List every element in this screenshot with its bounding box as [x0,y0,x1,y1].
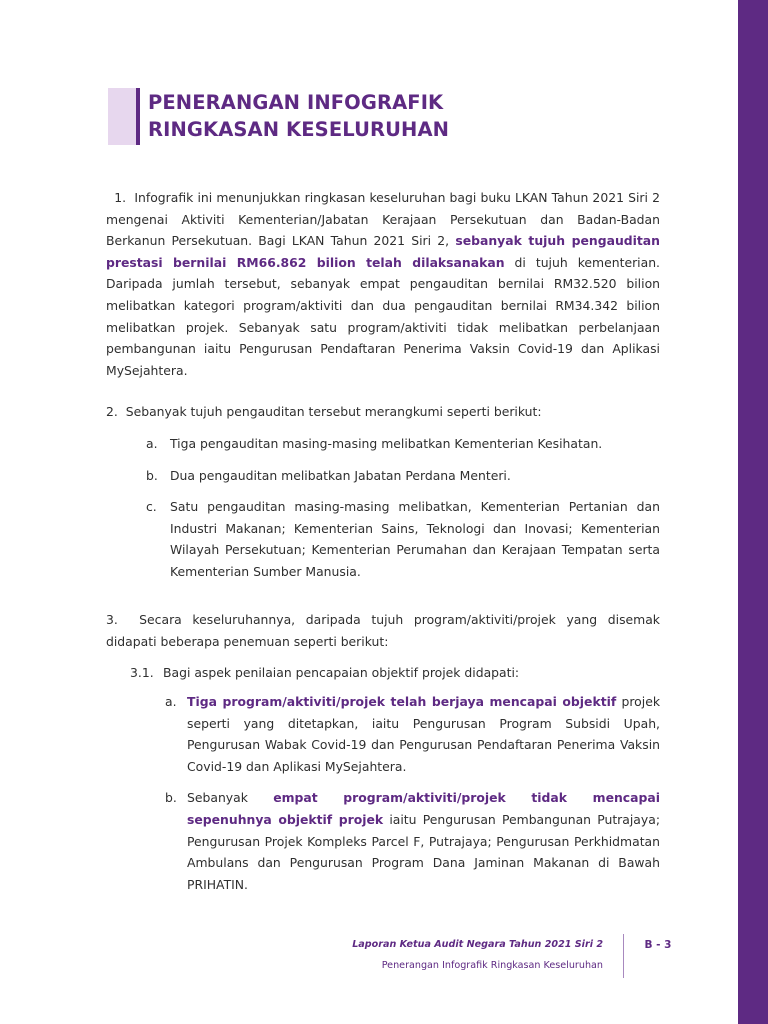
page-title-line-2: RINGKASAN KESELURUHAN [148,118,450,141]
paragraph-1 [106,187,660,381]
subsection-3-1-number: 3.1. [130,665,154,680]
list-item-marker: c. [146,499,157,515]
page-title [148,89,449,143]
paragraph-3 [106,609,660,652]
list-item [146,433,660,455]
list-item [146,496,660,582]
list-item-marker: a. [146,436,158,451]
list-item-text: Tiga pengauditan masing-masing melibatkan Kementerian Kesihatan. [170,436,603,451]
list-item-text: Satu pengauditan masing-masing melibatkan, Kementerian Pertanian dan Industri Makanan; Kementerian Sains, Teknologi dan Inovasi; Kementerian Wilayah Persekutuan; Kementerian Perumahan dan Kerajaan Tempatan serta Kementerian Sumber Manusia. [170,499,660,579]
list-item-text: projek seperti yang ditetapkan, iaitu Pengurusan Program Subsidi Upah, Pengurusan Wabak Covid-19 dan Pengurusan Pendaftaran Penerima Vaksin Covid-19 dan Aplikasi MySejahtera. [187,694,660,774]
list-item-highlight: empat program/aktiviti/projek tidak mencapai sepenuhnya objektif projek [187,790,660,827]
footer-report-title: Laporan Ketua Audit Negara Tahun 2021 Siri 2 [352,939,603,950]
list-item-pre-text: Sebanyak [187,790,248,806]
footer-section-title: Penerangan Infografik Ringkasan Keseluruhan [381,960,603,971]
paragraph-1-highlight: sebanyak tujuh pengauditan prestasi bernilai RM66.862 bilion telah dilaksanakan [106,233,660,270]
subsection-3-1-text: Bagi aspek penilaian pencapaian objektif projek didapati: [163,665,520,680]
title-accent-light-block [108,88,136,145]
side-color-band [738,0,768,1024]
paragraph-1-number: 1. [114,190,127,205]
list-item-marker: b. [146,467,158,483]
list-item [146,465,660,487]
list-item-text: Dua pengauditan melibatkan Jabatan Perdana Menteri. [170,467,511,483]
page-number: B - 3 [644,939,672,951]
paragraph-1-text-b: di tujuh kementerian. Daripada jumlah tersebut, sebanyak empat pengauditan bernilai RM32.520 bilion melibatkan kategori program/aktiviti dan dua pengauditan bernilai RM34.342 bilion melibatkan projek. Sebanyak satu program/aktiviti tidak melibatkan perbelanjaan pembangunan iaitu Pengurusan Pendaftaran Penerima Vaksin Covid-19 dan Aplikasi MySejahtera. [106,254,660,378]
list-item-marker: a. [165,694,177,709]
paragraph-3-number: 3. [106,612,118,627]
footer-divider [623,934,624,978]
title-accent-bar [136,88,140,145]
paragraph-2-list [146,433,660,583]
subsection-3-1-list [165,691,660,895]
list-item-text: iaitu Pengurusan Pembangunan Putrajaya; Pengurusan Projek Kompleks Parcel F, Putrajaya; Pengurusan Perkhidmatan Ambulans dan Pengurusan Program Dana Jaminan Makanan di Bawah PRIHATIN. [187,811,660,892]
paragraph-3-text: Secara keseluruhannya, daripada tujuh program/aktiviti/projek yang disemak didapati beberapa penemuan seperti berikut: [106,612,660,649]
paragraph-2 [106,401,660,423]
paragraph-2-number: 2. [106,404,118,419]
list-item [165,787,660,895]
list-item [165,691,660,777]
list-item-highlight: Tiga program/aktiviti/projek telah berjaya mencapai objektif [187,694,617,709]
paragraph-1-text-a: Infografik ini menunjukkan ringkasan keseluruhan bagi buku LKAN Tahun 2021 Siri 2 mengenai Aktiviti Kementerian/Jabatan Kerajaan Persekutuan dan Badan-Badan Berkanun Persekutuan. Bagi LKAN Tahun 2021 Siri 2, [106,190,660,249]
page-title-line-1: PENERANGAN INFOGRAFIK [148,91,444,114]
list-item-marker: b. [165,790,177,806]
paragraph-2-text: Sebanyak tujuh pengauditan tersebut merangkumi seperti berikut: [125,404,542,419]
